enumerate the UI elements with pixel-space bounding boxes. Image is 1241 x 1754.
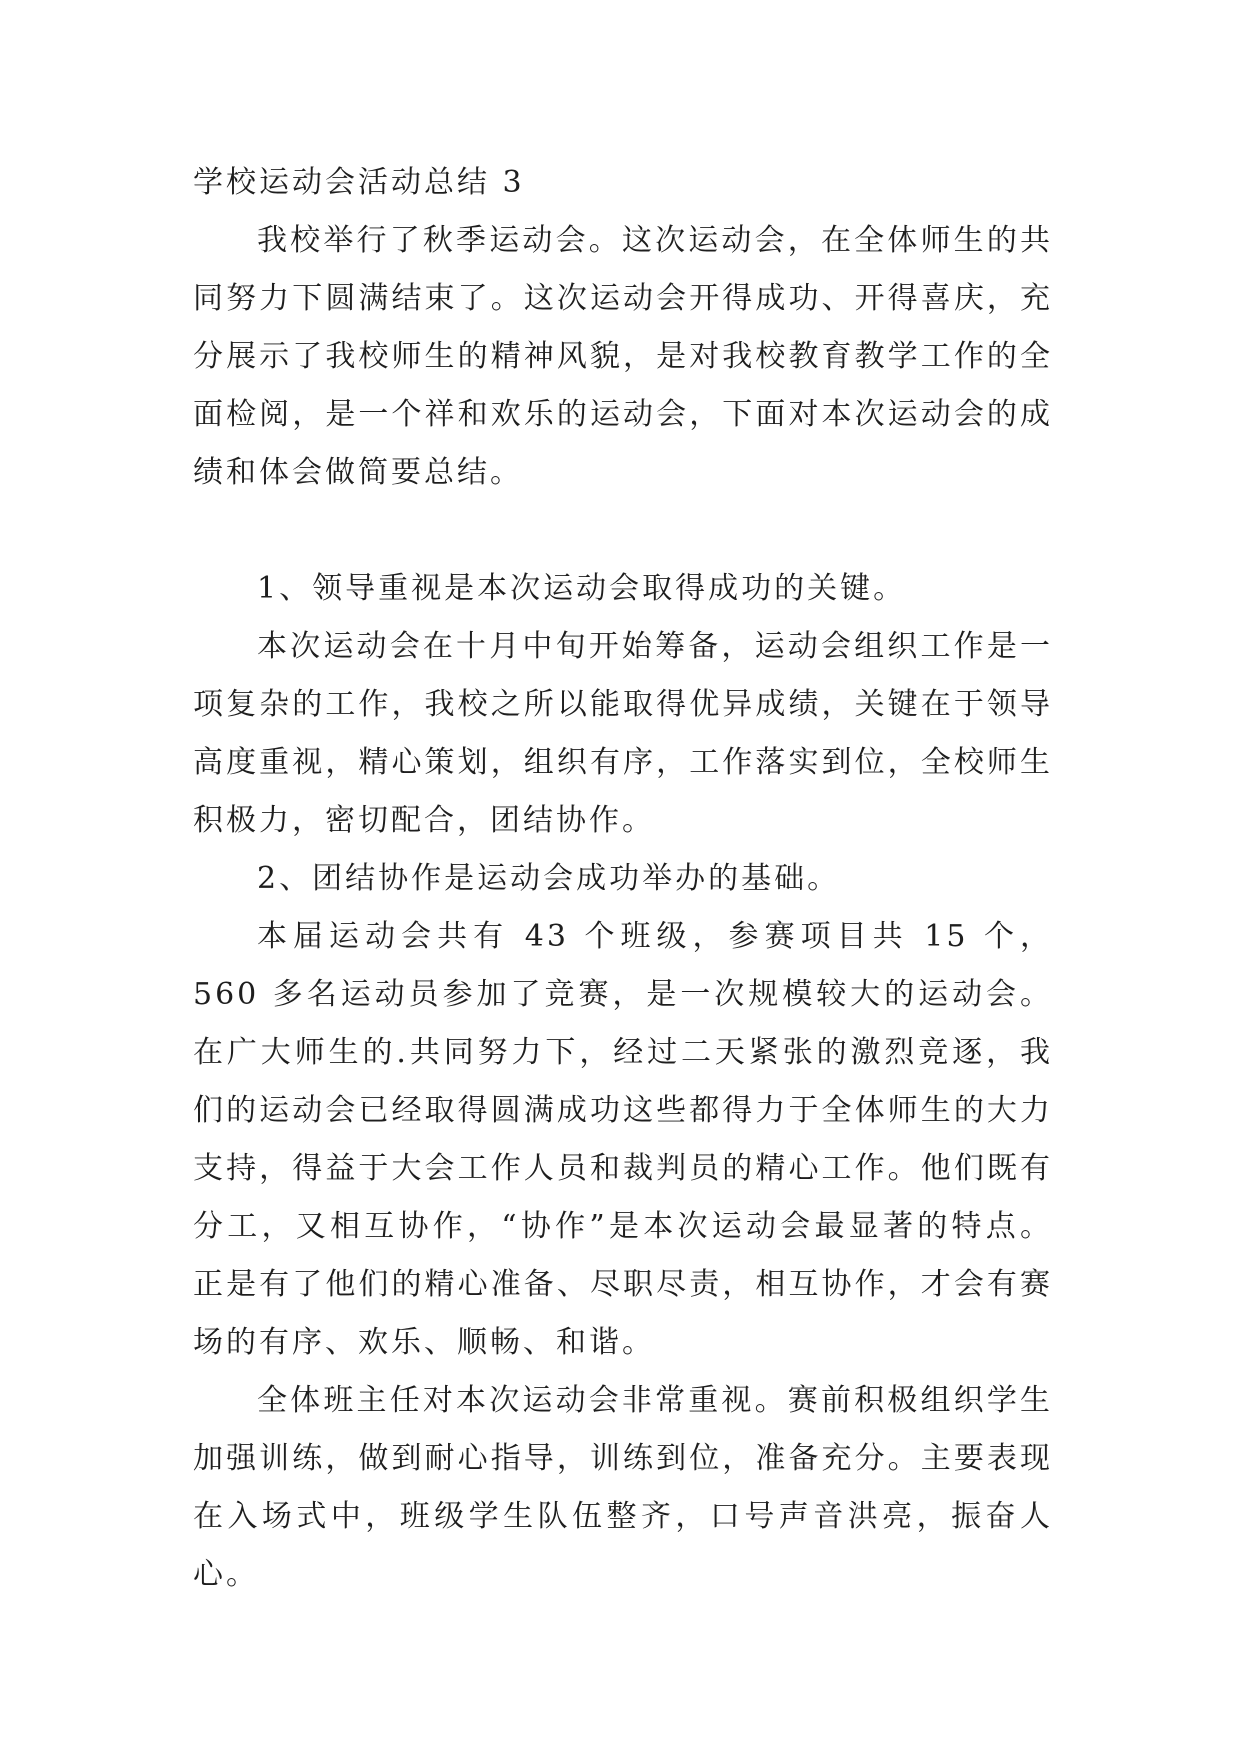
paragraph-intro: 我校举行了秋季运动会。这次运动会，在全体师生的共同努力下圆满结束了。这次运动会开得成功、开得喜庆，充分展示了我校师生的精神风貌，是对我校教育教学工作的全面检阅，是一个祥和欢乐的运动会，下面对本次运动会的成绩和体会做简要总结。 <box>193 223 1053 490</box>
paragraph-spacer <box>193 502 1053 560</box>
document-body <box>193 154 1053 1604</box>
paragraph-teachers: 全体班主任对本次运动会非常重视。赛前积极组织学生加强训练，做到耐心指导，训练到位，准备充分。主要表现在入场式中，班级学生队伍整齐，口号声音洪亮，振奋人心。 <box>193 1383 1053 1592</box>
heading-point-1: 1、领导重视是本次运动会取得成功的关键。 <box>257 571 907 606</box>
document-title: 学校运动会活动总结 3 <box>193 165 525 200</box>
heading-point-2: 2、团结协作是运动会成功举办的基础。 <box>257 861 841 896</box>
paragraph-point-1: 本次运动会在十月中旬开始筹备，运动会组织工作是一项复杂的工作，我校之所以能取得优异成绩，关键在于领导高度重视，精心策划，组织有序，工作落实到位，全校师生积极力，密切配合，团结协作。 <box>193 629 1053 838</box>
paragraph-point-2: 本届运动会共有 43 个班级，参赛项目共 15 个，560 多名运动员参加了竞赛，是一次规模较大的运动会。在广大师生的.共同努力下，经过二天紧张的激烈竞逐，我们的运动会已经取得圆满成功这些都得力于全体师生的大力支持，得益于大会工作人员和裁判员的精心工作。他们既有分工，又相互协作，“协作”是本次运动会最显著的特点。正是有了他们的精心准备、尽职尽责，相互协作，才会有赛场的有序、欢乐、顺畅、和谐。 <box>193 919 1053 1360</box>
